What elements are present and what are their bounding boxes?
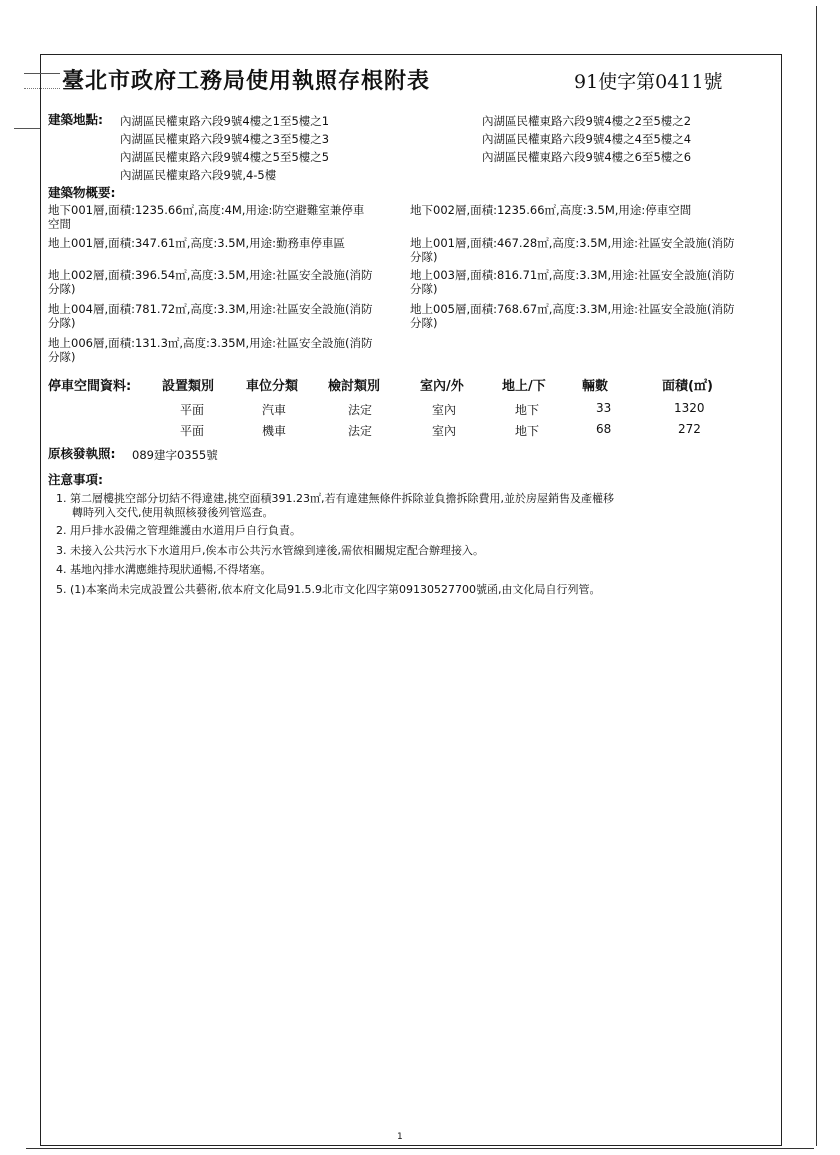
floor-entry-cont: 分隊) [410,250,438,264]
parking-header: 室內/外 [420,379,464,394]
floor-entry-cont: 空間 [48,217,71,231]
building-summary-label: 建築物概要: [48,185,116,200]
floor-entry: 地下002層,面積:1235.66㎡,高度:3.5M,用途:停車空間 [410,203,692,217]
scan-artifact [24,73,60,89]
parking-cell: 法定 [348,424,373,438]
address-line: 內湖區民權東路六段9號4樓之3至5樓之3 [120,132,330,146]
parking-cell: 68 [596,422,612,436]
floor-entry-cont: 分隊) [48,350,76,364]
note-item-cont: 轉時列入交代,使用執照核發後列管巡查。 [72,506,274,519]
floor-entry: 地上002層,面積:396.54㎡,高度:3.5M,用途:社區安全設施(消防 [48,268,373,282]
parking-header: 地上/下 [502,379,546,394]
parking-header: 面積(㎡) [662,379,713,394]
floor-entry: 地上003層,面積:816.71㎡,高度:3.3M,用途:社區安全設施(消防 [410,268,735,282]
address-line: 內湖區民權東路六段9號4樓之5至5樓之5 [120,150,330,164]
document-title: 臺北市政府工務局使用執照存根附表 [62,68,431,94]
parking-cell: 1320 [674,401,705,415]
parking-cell: 室內 [432,424,457,438]
floor-entry-cont: 分隊) [410,316,438,330]
parking-cell: 機車 [262,424,287,438]
scan-artifact [14,128,40,129]
floor-entry-cont: 分隊) [48,282,76,296]
address-line: 內湖區民權東路六段9號,4-5樓 [120,168,277,182]
floor-entry: 地上006層,面積:131.3㎡,高度:3.35M,用途:社區安全設施(消防 [48,336,373,350]
address-line: 內湖區民權東路六段9號4樓之2至5樓之2 [482,114,692,128]
parking-cell: 272 [678,422,701,436]
parking-cell: 平面 [180,403,205,417]
note-item: 4. 基地內排水溝應維持現狀通暢,不得堵塞。 [56,563,272,576]
floor-entry: 地上001層,面積:467.28㎡,高度:3.5M,用途:社區安全設施(消防 [410,236,735,250]
parking-cell: 地下 [515,424,540,438]
original-permit-label: 原核發執照: [48,446,116,461]
parking-cell: 室內 [432,403,457,417]
parking-header: 設置類別 [162,379,215,394]
parking-cell: 法定 [348,403,373,417]
parking-header: 輛數 [582,379,609,394]
scan-edge-right [816,6,817,1146]
page-mark: 1 [397,1132,403,1142]
document-frame [40,54,782,1146]
note-item: 3. 未接入公共污水下水道用戶,俟本市公共污水管線到達後,需依相關規定配合辦理接入。 [56,544,484,557]
note-item: 1. 第二層樓挑空部分切結不得違建,挑空面積391.23㎡,若有違建無條件拆除並負擔拆除費用,並於房屋銷售及產權移 [56,492,614,505]
address-line: 內湖區民權東路六段9號4樓之6至5樓之6 [482,150,692,164]
original-permit-value: 089建字0355號 [132,448,218,462]
parking-header: 車位分類 [246,379,299,394]
note-item: 2. 用戶排水設備之管理維護由水道用戶自行負責。 [56,524,301,537]
address-label: 建築地點: [48,112,103,127]
floor-entry: 地上001層,面積:347.61㎡,高度:3.5M,用途:勤務車停車區 [48,236,345,250]
parking-cell: 33 [596,401,612,415]
parking-header: 檢討類別 [328,379,381,394]
floor-entry: 地上005層,面積:768.67㎡,高度:3.3M,用途:社區安全設施(消防 [410,302,735,316]
parking-label: 停車空間資料: [48,379,132,394]
floor-entry: 地上004層,面積:781.72㎡,高度:3.3M,用途:社區安全設施(消防 [48,302,373,316]
parking-cell: 汽車 [262,403,287,417]
permit-number: 91使字第0411號 [574,71,723,93]
floor-entry-cont: 分隊) [410,282,438,296]
floor-entry-cont: 分隊) [48,316,76,330]
scan-edge-bottom [26,1148,814,1149]
notes-label: 注意事項: [48,472,103,487]
address-line: 內湖區民權東路六段9號4樓之4至5樓之4 [482,132,692,146]
note-item: 5. (1)本案尚未完成設置公共藝術,依本府文化局91.5.9北市文化四字第09130527700號函,由文化局自行列管。 [56,583,601,596]
floor-entry: 地下001層,面積:1235.66㎡,高度:4M,用途:防空避難室兼停車 [48,203,365,217]
parking-cell: 地下 [515,403,540,417]
address-line: 內湖區民權東路六段9號4樓之1至5樓之1 [120,114,330,128]
parking-cell: 平面 [180,424,205,438]
